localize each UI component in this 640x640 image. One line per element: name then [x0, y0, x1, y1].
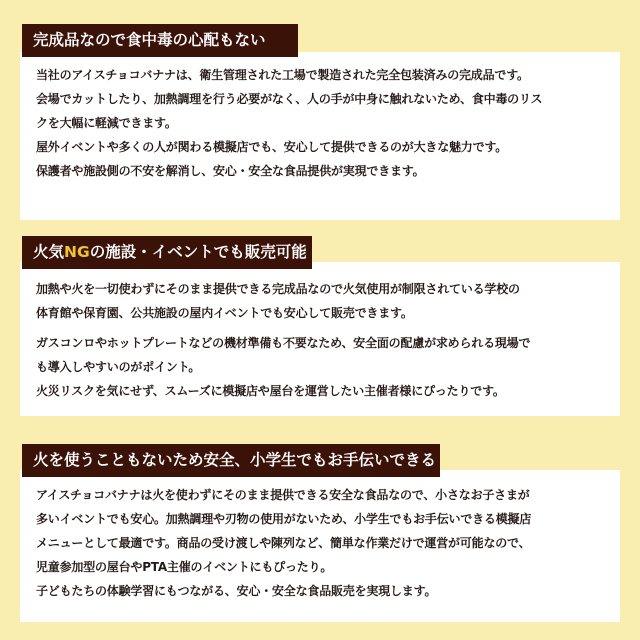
body-line: も導入しやすいのがポイント。: [36, 360, 201, 374]
body-line: 体育館や保育園、公共施設の屋内イベントでも安心して販売できます。: [36, 306, 413, 320]
section-card-food-safety: [20, 52, 620, 220]
section-card-kids-help: [20, 470, 620, 622]
body-line: 保護者や施設側の不安を解消し、安心・安全な食品提供が実現できます。: [36, 164, 425, 178]
body-line: クを大幅に軽減できます。: [36, 116, 177, 130]
heading-accent: NG: [64, 243, 90, 261]
body-line: 児童参加型の屋台やPTA主催のイベントにもぴったり。: [36, 560, 333, 574]
body-line: 子どもたちの体験学習にもつながる、安心・安全な食品販売を実現します。: [36, 584, 437, 598]
section-heading: 完成品なので食中毒の心配もない: [22, 24, 298, 57]
body-line: メニューとして最適です。商品の受け渡しや陳列など、簡単な作業だけで運営が可能なので、: [36, 536, 531, 550]
section-card-fire-free: [20, 262, 620, 416]
section-heading: [22, 236, 312, 269]
heading-prefix: 火気: [33, 243, 65, 261]
body-line: 多いイベントでも安心。加熱調理や刃物の使用がないため、小学生でもお手伝いできる模擬店: [36, 512, 532, 526]
body-line: 屋外イベントや多くの人が関わる模擬店でも、安心して提供できるのが大きな魅力です。: [36, 140, 508, 154]
body-line: アイスチョコバナナは火を使わずにそのまま提供できる安全な食品なので、小さなお子さまが: [36, 488, 530, 502]
section-body: [36, 277, 610, 403]
body-line: ガスコンロやホットプレートなどの機材準備も不要なため、安全面の配慮が求められる現場で: [36, 336, 531, 350]
section-body: [36, 483, 610, 603]
body-line: 当社のアイスチョコバナナは、衛生管理された工場で製造された完全包装済みの完成品です。: [36, 68, 529, 82]
section-heading: 火を使うこともないため安全、小学生でもお手伝いできる: [22, 444, 440, 477]
heading-suffix: の施設・イベントでも販売可能: [89, 243, 307, 261]
body-line: 火災リスクを気にせず、スムーズに模擬店や屋台を運営したい主催者様にぴったりです。: [36, 384, 505, 398]
body-line: 会場でカットしたり、加熱調理を行う必要がなく、人の手が中身に触れないため、食中毒のリス: [36, 92, 543, 106]
body-line: 加熱や火を一切使わずにそのまま提供できる完成品なので火気使用が制限されている学校の: [36, 282, 520, 296]
section-body: [36, 63, 610, 183]
